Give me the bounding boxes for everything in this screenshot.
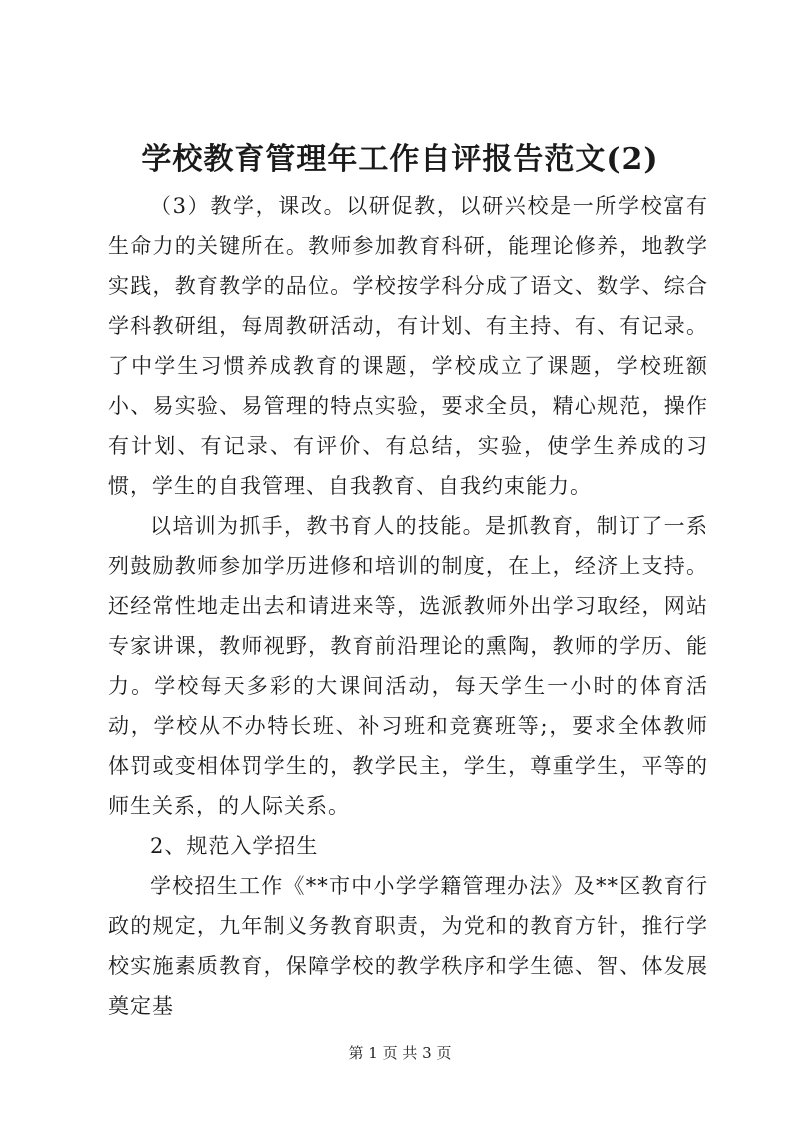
section-heading-enrollment: 2、规范入学招生 xyxy=(150,834,319,858)
paragraph-training: 以培训为抓手，教书育人的技能。是抓教育，制订了一系列鼓励教师参加学历进修和培训的制度，在上，经济上支持。还经常性地走出去和请进来等，选派教师外出学习取经，网站专家讲课，教师视野，教育前沿理论的熏陶，教师的学历、能力。学校每天多彩的大课间活动，每天学生一小时的体育活动，学校从不办特长班、补习班和竞赛班等;，要求全体教师体罚或变相体罚学生的，教学民主，学生，尊重学生，平等的师生关系，的人际关系。 xyxy=(108,514,708,818)
page-number-footer: 第 1 页 共 3 页 xyxy=(348,1044,452,1062)
document-body xyxy=(108,186,708,1026)
paragraph-teaching-reform: （3）教学，课改。以研促教，以研兴校是一所学校富有生命力的关键所在。教师参加教育科研，能理论修养，地教学实践，教育教学的品位。学校按学科分成了语文、数学、综合学科教研组，每周教研活动，有计划、有主持、有、有记录。了中学生习惯养成教育的课题，学校成立了课题，学校班额小、易实验、易管理的特点实验，要求全员，精心规范，操作有计划、有记录、有评价、有总结，实验，使学生养成的习惯，学生的自我管理、自我教育、自我约束能力。 xyxy=(108,194,708,498)
paragraph-enrollment: 学校招生工作《**市中小学学籍管理办法》及**区教育行政的规定，九年制义务教育职责，为党和的教育方针，推行学校实施素质教育，保障学校的教学秩序和学生德、智、体发展奠定基 xyxy=(108,874,708,1018)
document-title: 学校教育管理年工作自评报告范文(2) xyxy=(141,142,659,177)
